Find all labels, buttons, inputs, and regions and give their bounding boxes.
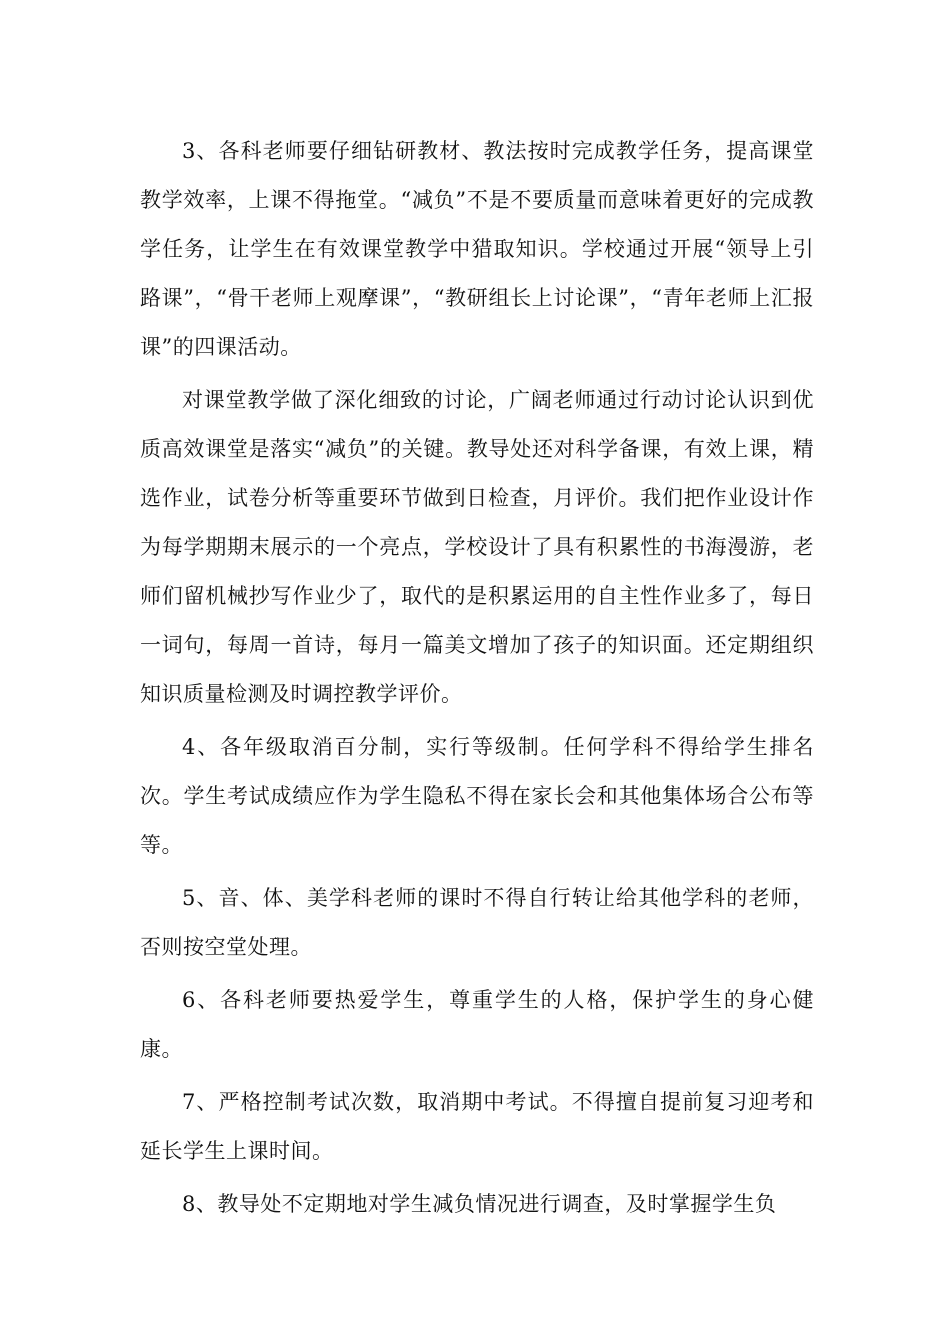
paragraph-classroom-teaching: 对课堂教学做了深化细致的讨论，广阔老师通过行动讨论认识到优质高效课堂是落实“减负”的关键。教导处还对科学备课，有效上课，精选作业，试卷分析等重要环节做到日检查，月评价。我们把作业设计作为每学期期末展示的一个亮点，学校设计了具有积累性的书海漫游，老师们留机械抄写作业少了，取代的是积累运用的自主性作业多了，每日一词句，每周一首诗，每月一篇美文增加了孩子的知识面。还定期组织知识质量检测及时调控教学评价。 bbox=[140, 388, 814, 706]
paragraph-item-5: 5、音、体、美学科老师的课时不得自行转让给其他学科的老师，否则按空堂处理。 bbox=[140, 886, 814, 959]
paragraph-item-6: 6、各科老师要热爱学生，尊重学生的人格，保护学生的身心健康。 bbox=[140, 988, 814, 1061]
paragraph-item-7: 7、严格控制考试次数，取消期中考试。不得擅自提前复习迎考和延长学生上课时间。 bbox=[140, 1090, 814, 1163]
paragraph-item-3: 3、各科老师要仔细钻研教材、教法按时完成教学任务，提高课堂教学效率，上课不得拖堂。“减负”不是不要质量而意味着更好的完成教学任务，让学生在有效课堂教学中猎取知识。学校通过开展“领导上引路课”，“骨干老师上观摩课”，“教研组长上讨论课”，“青年老师上汇报课”的四课活动。 bbox=[140, 139, 814, 359]
document-body bbox=[140, 127, 814, 1233]
paragraph-item-8: 8、教导处不定期地对学生减负情况进行调查，及时掌握学生负 bbox=[182, 1192, 777, 1216]
paragraph-item-4: 4、各年级取消百分制，实行等级制。任何学科不得给学生排名次。学生考试成绩应作为学生隐私不得在家长会和其他集体场合公布等等。 bbox=[140, 735, 814, 857]
